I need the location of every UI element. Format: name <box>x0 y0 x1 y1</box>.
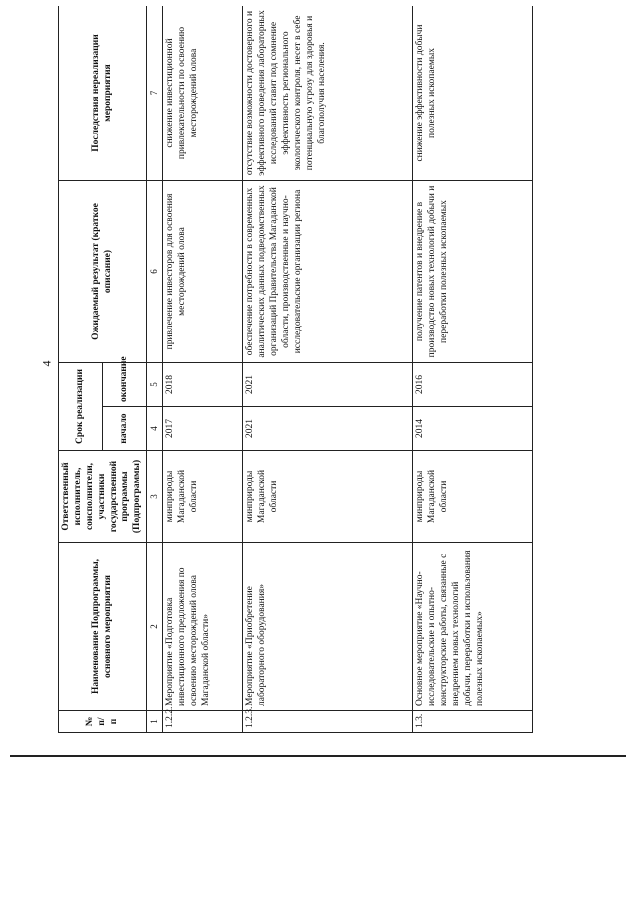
header-end: окончание <box>103 363 147 407</box>
column-number: 5 <box>147 363 163 407</box>
column-number: 7 <box>147 6 163 181</box>
header-consequences: Последствия нереализации мероприятия <box>59 6 147 181</box>
table-row <box>243 6 413 733</box>
header-executor: Ответственный исполнитель, соисполнители, участники государственной программы (Подпрограммы) <box>59 451 147 543</box>
column-number: 2 <box>147 543 163 711</box>
row-executor: минприроды Магаданской области <box>243 451 413 543</box>
row-result: обеспечение потребности в современных аналитических данных подведомственных организаций Правительства Магаданской области, производственные и научно-исследовательские организации региона <box>243 181 413 363</box>
table-row <box>413 6 533 733</box>
column-number: 3 <box>147 451 163 543</box>
column-number: 4 <box>147 407 163 451</box>
row-start: 2014 <box>413 407 533 451</box>
row-name: Основное мероприятие «Научно-исследовательские и опытно-конструкторские работы, связанные с внедрением новых технологий добычи, переработки и использования полезных ископаемых» <box>413 543 533 711</box>
header-num: № п/п <box>59 711 147 733</box>
row-executor: минприроды Магаданской области <box>163 451 243 543</box>
row-consequences: снижение инвестиционной привлекательности по освоению месторождений олова <box>163 6 243 181</box>
header-name: Наименование Подпрограммы, основного мероприятия <box>59 543 147 711</box>
row-num: 1.3. <box>413 711 533 733</box>
column-number: 6 <box>147 181 163 363</box>
row-name: Мероприятие «Подготовка инвестиционного предложения по освоению месторождений олова Магаданской области» <box>163 543 243 711</box>
table-rotation-frame <box>58 6 636 733</box>
header-start: начало <box>103 407 147 451</box>
column-number: 1 <box>147 711 163 733</box>
row-end: 2016 <box>413 363 533 407</box>
row-result: получение патентов и внедрение в производство новых технологий добычи и переработки полезных ископаемых <box>413 181 533 363</box>
page-divider-line <box>10 755 626 757</box>
table-row <box>163 6 243 733</box>
row-start: 2021 <box>243 407 413 451</box>
row-consequences: снижение эффективности добычи полезных ископаемых <box>413 6 533 181</box>
row-consequences: отсутствие возможности достоверного и эффективного проведения лабораторных исследований ставит под сомнение эффективность регионального экологического контроля, несет в себе потенциальную угрозу для здоровья и благополучия населения. <box>243 6 413 181</box>
rotated-table-container <box>58 6 636 733</box>
row-executor: минприроды Магаданской области <box>413 451 533 543</box>
row-end: 2018 <box>163 363 243 407</box>
row-num: 1.2.3. <box>243 711 413 733</box>
column-number-row <box>147 6 163 733</box>
program-measures-table <box>58 6 533 733</box>
page-number: 4 <box>39 360 54 367</box>
row-name: Мероприятие «Приобретение лабораторного оборудования» <box>243 543 413 711</box>
header-period: Срок реализации <box>59 363 103 451</box>
row-start: 2017 <box>163 407 243 451</box>
header-result: Ожидаемый результат (краткое описание) <box>59 181 147 363</box>
row-num: 1.2.2. <box>163 711 243 733</box>
row-result: привлечение инвесторов для освоения месторождений олова <box>163 181 243 363</box>
row-end: 2021 <box>243 363 413 407</box>
